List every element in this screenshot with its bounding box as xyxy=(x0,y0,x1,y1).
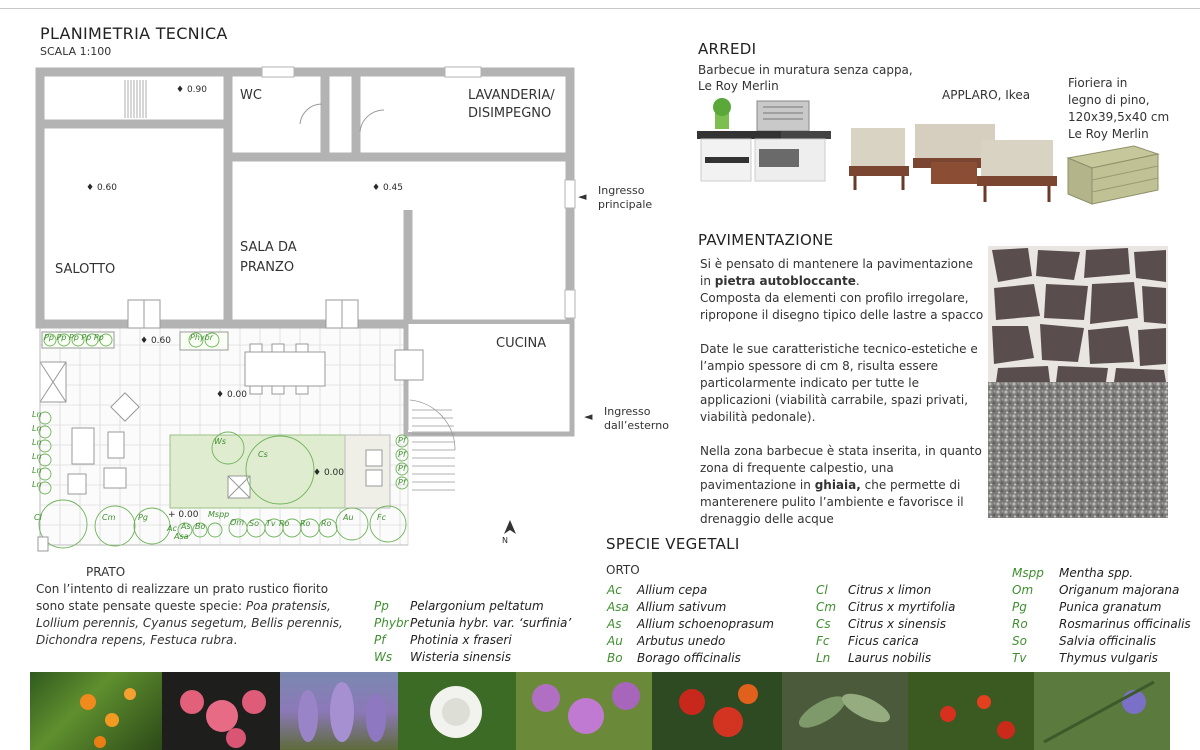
room-sala-1: SALA DA xyxy=(240,240,297,255)
photo-allium xyxy=(398,672,516,750)
plan-code-cl: Cl xyxy=(34,513,42,522)
plan-code-ac: Ac xyxy=(167,524,177,533)
room-salotto: SALOTTO xyxy=(55,262,116,277)
species-col-1 xyxy=(607,580,774,665)
species-row: Au Arbutus unedo xyxy=(607,634,726,648)
plan-code-cm: Cm xyxy=(102,513,116,522)
species-row: Tv Thymus vulgaris xyxy=(1012,651,1158,665)
arredi-fioriera-2: legno di pino, xyxy=(1068,93,1150,107)
plan-code-so: So xyxy=(249,519,259,528)
prato-title: PRATO xyxy=(86,565,126,579)
species-row: Om Origanum majorana xyxy=(1012,583,1180,597)
species-row: Ln Laurus nobilis xyxy=(816,651,932,665)
plan-codes-pf: Pf Pf Pf Pf xyxy=(398,436,406,487)
arredi-title: ARREDI xyxy=(698,40,757,58)
species-col-2 xyxy=(816,580,955,665)
level-090: ♦ 0.90 xyxy=(176,85,207,95)
species-row: Ac Allium cepa xyxy=(607,583,708,597)
plan-code-phybr: Phybr xyxy=(190,333,213,342)
plan-code-bo: Bo xyxy=(195,522,206,531)
fioriera-image xyxy=(1064,140,1160,208)
photo-pomegranate xyxy=(908,672,1034,750)
entrance-main-arrow: ◄ xyxy=(578,190,587,203)
species-row: Asa Allium sativum xyxy=(607,600,727,614)
plan-code-ro: Ro Ro Ro xyxy=(279,519,332,528)
prato-text: Con l’intento di realizzare un prato rustico fiorito sono state pensate queste specie: Poa pratensis, Lollium perennis, Cyanus segetum, Bellis perennis, Dichondra repens, Festuca rubra. xyxy=(36,582,343,647)
plan-code-om: Om xyxy=(230,518,245,527)
photo-chives xyxy=(516,672,652,750)
ornamental-row: Ws Wisteria sinensis xyxy=(374,650,511,664)
species-row: Mspp Mentha spp. xyxy=(1012,566,1134,580)
species-row: Ro Rosmarinus officinalis xyxy=(1012,617,1191,631)
stone-paving-photo xyxy=(988,246,1168,382)
plan-code-mspp: Mspp xyxy=(208,510,230,519)
north-arrow xyxy=(504,520,516,534)
arredi-fioriera-3: 120x39,5x40 cm xyxy=(1068,110,1170,124)
plan-code-pg: Pg xyxy=(138,513,148,522)
pavimentazione-title: PAVIMENTAZIONE xyxy=(698,231,834,249)
room-lavanderia-1: LAVANDERIA/ xyxy=(468,88,555,103)
level-000-edge: + 0.00 xyxy=(168,510,199,520)
plan-code-au: Au xyxy=(343,513,354,522)
barbecue-image xyxy=(697,97,837,185)
room-cucina: CUCINA xyxy=(496,336,547,351)
gravel-photo xyxy=(988,382,1168,518)
species-row: Fc Ficus carica xyxy=(816,634,919,648)
species-row: Cm Citrus x myrtifolia xyxy=(816,600,956,614)
arredi-fioriera-1: Fioriera in xyxy=(1068,76,1128,90)
plan-code-pp: Pp Pp Pp Pp Pp xyxy=(44,333,104,342)
north-label: N xyxy=(502,536,508,545)
arredi-barbecue-2: Le Roy Merlin xyxy=(698,79,779,93)
photo-laurel xyxy=(782,672,908,750)
species-row: Cl Citrus x limon xyxy=(816,583,932,597)
level-060-terrace: ♦ 0.60 xyxy=(140,336,171,346)
entrance-ext-1: Ingresso xyxy=(604,405,651,418)
level-045: ♦ 0.45 xyxy=(372,183,403,193)
species-col-3 xyxy=(1012,563,1191,665)
plan-code-as: As xyxy=(181,522,191,531)
photo-arbutus xyxy=(652,672,782,750)
species-row: Pg Punica granatum xyxy=(1012,600,1162,614)
level-000-terrace: ♦ 0.00 xyxy=(216,390,247,400)
orto-label: ORTO xyxy=(606,563,640,577)
photo-pelargonium xyxy=(162,672,280,750)
arredi-barbecue-1: Barbecue in muratura senza cappa, xyxy=(698,63,913,77)
arredi-fioriera-4: Le Roy Merlin xyxy=(1068,127,1149,141)
entrance-main-1: Ingresso xyxy=(598,184,645,197)
plan-code-asa: Asa xyxy=(174,532,189,541)
photo-citrus xyxy=(30,672,162,750)
plan-code-fc: Fc xyxy=(377,513,386,522)
plan-code-ws: Ws xyxy=(214,437,227,446)
ornamental-row: Pp Pelargonium peltatum xyxy=(374,599,544,613)
plan-code-cs: Cs xyxy=(258,450,268,459)
species-row: As Allium schoenoprasum xyxy=(607,617,774,631)
photo-rosemary xyxy=(1034,672,1170,750)
arredi-applaro: APPLARO, Ikea xyxy=(942,88,1031,102)
room-wc: WC xyxy=(240,88,262,103)
species-row: So Salvia officinalis xyxy=(1012,634,1157,648)
ornamental-list xyxy=(374,596,571,664)
plan-codes-ln: Ln Ln Ln Ln Ln Ln xyxy=(32,410,42,489)
applaro-image xyxy=(845,110,1063,208)
species-row: Cs Citrus x sinensis xyxy=(816,617,946,631)
pavimentazione-text: Si è pensato di mantenere la pavimentazione in pietra autobloccante. Composta da elementi con profilo irregolare, ripropone il disegno tipico delle lastre a spacco Date le sue caratteristiche tecnico-estetiche e l’ampio spessore di cm 8, risulta essere particolarmente indicato per tutte le applicazioni (viabilità carrabile, spazi privati, viabilità pedonale). Nella zona barbecue è stata inserita, in quanto zona di frequente calpestio, una pavimentazione in ghiaia, che permette di manterenere pulito l’ambiente e favorisce il drenaggio delle acque xyxy=(700,257,984,526)
entrance-ext-arrow: ◄ xyxy=(584,410,593,423)
room-lavanderia-2: DISIMPEGNO xyxy=(468,106,552,121)
entrance-ext-2: dall’esterno xyxy=(604,419,669,432)
room-sala-2: PRANZO xyxy=(240,260,295,275)
photo-wisteria xyxy=(280,672,398,750)
floor-plan xyxy=(0,0,600,560)
plan-title: PLANIMETRIA TECNICA xyxy=(40,24,228,43)
entrance-main-2: principale xyxy=(598,198,653,211)
plan-scale: SCALA 1:100 xyxy=(40,45,112,58)
plan-code-tv: Tv xyxy=(266,519,276,528)
ornamental-row: Phybr Petunia hybr. var. ‘surfinia’ xyxy=(374,616,572,630)
level-000-lawn: ♦ 0.00 xyxy=(313,468,344,478)
species-row: Bo Borago officinalis xyxy=(607,651,741,665)
ornamental-row: Pf Photinia x fraseri xyxy=(374,633,512,647)
specie-title: SPECIE VEGETALI xyxy=(606,535,740,553)
level-060-salotto: ♦ 0.60 xyxy=(86,183,117,193)
